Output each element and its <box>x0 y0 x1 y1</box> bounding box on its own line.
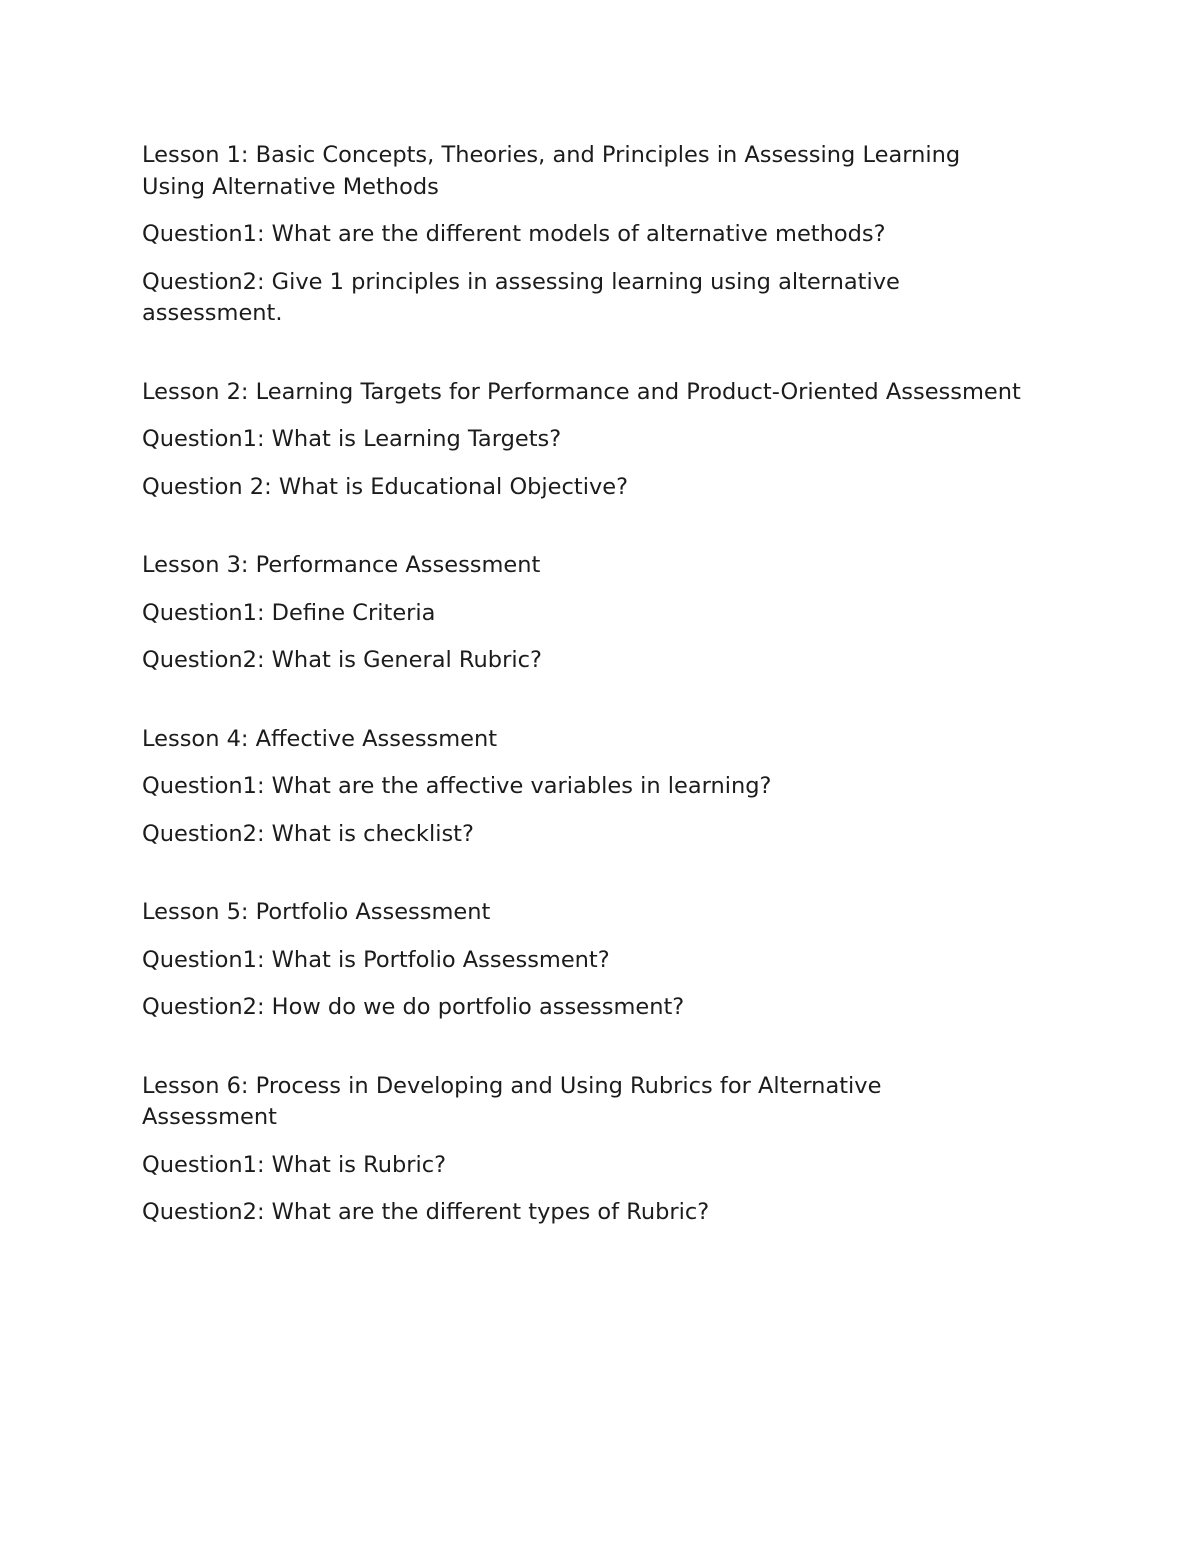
document-body <box>142 140 1022 1245</box>
lesson-title: Lesson 2: Learning Targets for Performance and Product-Oriented Assessment <box>142 378 1021 405</box>
question-1: Question1: What are the different models of alternative methods? <box>142 221 886 247</box>
lesson-4 <box>142 724 1022 851</box>
question-2: Question2: What are the different types of Rubric? <box>142 1199 710 1225</box>
lesson-title: Lesson 3: Performance Assessment <box>142 552 541 578</box>
question-1: Question1: What is Learning Targets? <box>142 426 562 452</box>
question-2: Question2: What is General Rubric? <box>142 647 542 673</box>
lesson-title: Lesson 1: Basic Concepts, Theories, and Principles in Assessing Learning Using Alternative Methods <box>142 142 961 200</box>
lesson-2 <box>142 377 1022 504</box>
question-1: Question1: What is Portfolio Assessment? <box>142 946 610 973</box>
question-2: Question2: What is checklist? <box>142 820 474 847</box>
question-1: Question1: Define Criteria <box>142 599 436 626</box>
lesson-3 <box>142 550 1022 677</box>
lesson-5 <box>142 897 1022 1024</box>
question-2: Question2: How do we do portfolio assessment? <box>142 994 685 1020</box>
lesson-title: Lesson 5: Portfolio Assessment <box>142 899 491 925</box>
lesson-6 <box>142 1071 1022 1229</box>
question-1: Question1: What is Rubric? <box>142 1151 447 1178</box>
question-1: Question1: What are the affective variables in learning? <box>142 773 772 799</box>
question-2: Question2: Give 1 principles in assessing learning using alternative assessment. <box>142 268 900 326</box>
lesson-title: Lesson 4: Affective Assessment <box>142 725 498 752</box>
lesson-1 <box>142 140 1022 330</box>
question-2: Question 2: What is Educational Objective? <box>142 473 629 500</box>
lesson-title: Lesson 6: Process in Developing and Using Rubrics for Alternative Assessment <box>142 1072 882 1130</box>
